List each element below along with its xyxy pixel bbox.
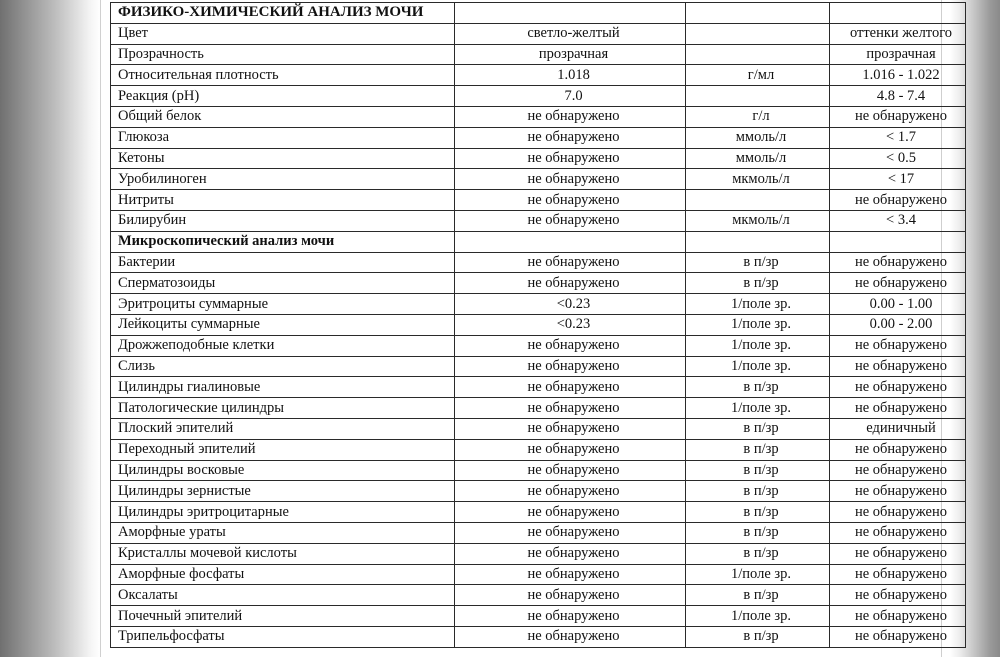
table-row [111, 190, 966, 211]
section-title: Микроскопический анализ мочи [111, 231, 455, 252]
test-name-cell: Реакция (pH) [111, 86, 455, 107]
result-value-cell: не обнаружено [455, 106, 686, 127]
table-row [111, 273, 966, 294]
table-row [111, 106, 966, 127]
test-name-cell: Дрожжеподобные клетки [111, 335, 455, 356]
test-name-cell: Сперматозоиды [111, 273, 455, 294]
reference-range-cell: не обнаружено [830, 460, 966, 481]
reference-range-cell: < 0.5 [830, 148, 966, 169]
reference-range-cell: прозрачная [830, 44, 966, 65]
unit-cell: в п/зр [686, 626, 830, 647]
test-name-cell: Кетоны [111, 148, 455, 169]
test-name-cell: Оксалаты [111, 585, 455, 606]
empty-cell [455, 231, 686, 252]
reference-range-cell: < 17 [830, 169, 966, 190]
result-value-cell: прозрачная [455, 44, 686, 65]
reference-range-cell: 0.00 - 1.00 [830, 294, 966, 315]
table-row [111, 585, 966, 606]
empty-cell [686, 231, 830, 252]
unit-cell [686, 190, 830, 211]
test-name-cell: Бактерии [111, 252, 455, 273]
result-value-cell: не обнаружено [455, 481, 686, 502]
result-value-cell: не обнаружено [455, 502, 686, 523]
test-name-cell: Прозрачность [111, 44, 455, 65]
table-row [111, 564, 966, 585]
table-row [111, 23, 966, 44]
unit-cell: мкмоль/л [686, 210, 830, 231]
reference-range-cell: не обнаружено [830, 252, 966, 273]
test-name-cell: Цилиндры гиалиновые [111, 377, 455, 398]
result-value-cell: не обнаружено [455, 335, 686, 356]
table-row [111, 169, 966, 190]
section-title: ФИЗИКО-ХИМИЧЕСКИЙ АНАЛИЗ МОЧИ [111, 3, 455, 24]
table-row [111, 210, 966, 231]
test-name-cell: Цилиндры эритроцитарные [111, 502, 455, 523]
table-row [111, 418, 966, 439]
reference-range-cell: не обнаружено [830, 564, 966, 585]
test-name-cell: Общий белок [111, 106, 455, 127]
result-value-cell: светло-желтый [455, 23, 686, 44]
test-name-cell: Аморфные ураты [111, 522, 455, 543]
table-row [111, 481, 966, 502]
test-name-cell: Почечный эпителий [111, 606, 455, 627]
reference-range-cell: не обнаружено [830, 439, 966, 460]
reference-range-cell: единичный [830, 418, 966, 439]
reference-range-cell: < 1.7 [830, 127, 966, 148]
table-row [111, 294, 966, 315]
test-name-cell: Глюкоза [111, 127, 455, 148]
result-value-cell: <0.23 [455, 294, 686, 315]
reference-range-cell: не обнаружено [830, 190, 966, 211]
empty-cell [830, 3, 966, 24]
unit-cell: 1/поле зр. [686, 314, 830, 335]
empty-cell [830, 231, 966, 252]
unit-cell: ммоль/л [686, 148, 830, 169]
reference-range-cell: 0.00 - 2.00 [830, 314, 966, 335]
result-value-cell: не обнаружено [455, 169, 686, 190]
reference-range-cell: не обнаружено [830, 481, 966, 502]
test-name-cell: Цилиндры восковые [111, 460, 455, 481]
table-row [111, 502, 966, 523]
unit-cell: мкмоль/л [686, 169, 830, 190]
unit-cell: в п/зр [686, 273, 830, 294]
test-name-cell: Лейкоциты суммарные [111, 314, 455, 335]
result-value-cell: <0.23 [455, 314, 686, 335]
reference-range-cell: < 3.4 [830, 210, 966, 231]
unit-cell: 1/поле зр. [686, 398, 830, 419]
table-row [111, 86, 966, 107]
unit-cell: г/мл [686, 65, 830, 86]
result-value-cell: не обнаружено [455, 148, 686, 169]
reference-range-cell: не обнаружено [830, 377, 966, 398]
test-name-cell: Эритроциты суммарные [111, 294, 455, 315]
unit-cell: в п/зр [686, 502, 830, 523]
unit-cell: в п/зр [686, 377, 830, 398]
test-name-cell: Цилиндры зернистые [111, 481, 455, 502]
empty-cell [686, 3, 830, 24]
result-value-cell: не обнаружено [455, 356, 686, 377]
table-row [111, 44, 966, 65]
table-row [111, 356, 966, 377]
test-name-cell: Билирубин [111, 210, 455, 231]
test-name-cell: Слизь [111, 356, 455, 377]
result-value-cell: не обнаружено [455, 626, 686, 647]
test-name-cell: Переходный эпителий [111, 439, 455, 460]
empty-cell [455, 3, 686, 24]
result-value-cell: не обнаружено [455, 564, 686, 585]
table-row [111, 398, 966, 419]
test-name-cell: Уробилиноген [111, 169, 455, 190]
table-row [111, 522, 966, 543]
result-value-cell: не обнаружено [455, 418, 686, 439]
table-row [111, 252, 966, 273]
table-row [111, 543, 966, 564]
result-value-cell: не обнаружено [455, 398, 686, 419]
reference-range-cell: 1.016 - 1.022 [830, 65, 966, 86]
test-name-cell: Кристаллы мочевой кислоты [111, 543, 455, 564]
table-row [111, 148, 966, 169]
reference-range-cell: не обнаружено [830, 502, 966, 523]
reference-range-cell: не обнаружено [830, 626, 966, 647]
reference-range-cell: не обнаружено [830, 356, 966, 377]
table-row [111, 335, 966, 356]
unit-cell: 1/поле зр. [686, 335, 830, 356]
reference-range-cell: оттенки желтого [830, 23, 966, 44]
unit-cell: в п/зр [686, 585, 830, 606]
reference-range-cell: не обнаружено [830, 585, 966, 606]
unit-cell: 1/поле зр. [686, 356, 830, 377]
unit-cell [686, 86, 830, 107]
table-row [111, 314, 966, 335]
unit-cell: 1/поле зр. [686, 294, 830, 315]
test-name-cell: Цвет [111, 23, 455, 44]
unit-cell: ммоль/л [686, 127, 830, 148]
table-row [111, 606, 966, 627]
unit-cell [686, 44, 830, 65]
unit-cell [686, 23, 830, 44]
result-value-cell: не обнаружено [455, 439, 686, 460]
result-value-cell: не обнаружено [455, 460, 686, 481]
test-name-cell: Трипельфосфаты [111, 626, 455, 647]
reference-range-cell: не обнаружено [830, 606, 966, 627]
unit-cell: в п/зр [686, 439, 830, 460]
unit-cell: в п/зр [686, 543, 830, 564]
result-value-cell: не обнаружено [455, 377, 686, 398]
unit-cell: 1/поле зр. [686, 606, 830, 627]
reference-range-cell: не обнаружено [830, 335, 966, 356]
test-name-cell: Нитриты [111, 190, 455, 211]
reference-range-cell: не обнаружено [830, 106, 966, 127]
test-name-cell: Плоский эпителий [111, 418, 455, 439]
test-name-cell: Аморфные фосфаты [111, 564, 455, 585]
reference-range-cell: не обнаружено [830, 398, 966, 419]
results-body [111, 3, 966, 648]
section-header-physicochemical [111, 3, 966, 24]
table-row [111, 127, 966, 148]
unit-cell: в п/зр [686, 460, 830, 481]
unit-cell: в п/зр [686, 522, 830, 543]
urinalysis-table [110, 2, 966, 648]
table-row [111, 65, 966, 86]
result-value-cell: 7.0 [455, 86, 686, 107]
result-value-cell: не обнаружено [455, 273, 686, 294]
result-value-cell: не обнаружено [455, 585, 686, 606]
table-row [111, 439, 966, 460]
result-value-cell: не обнаружено [455, 210, 686, 231]
result-value-cell: не обнаружено [455, 606, 686, 627]
result-value-cell: не обнаружено [455, 543, 686, 564]
result-value-cell: не обнаружено [455, 127, 686, 148]
result-value-cell: не обнаружено [455, 252, 686, 273]
unit-cell: 1/поле зр. [686, 564, 830, 585]
table-row [111, 460, 966, 481]
reference-range-cell: 4.8 - 7.4 [830, 86, 966, 107]
table-row [111, 377, 966, 398]
test-name-cell: Относительная плотность [111, 65, 455, 86]
result-value-cell: не обнаружено [455, 522, 686, 543]
test-name-cell: Патологические цилиндры [111, 398, 455, 419]
unit-cell: в п/зр [686, 481, 830, 502]
unit-cell: в п/зр [686, 252, 830, 273]
reference-range-cell: не обнаружено [830, 543, 966, 564]
section-header-microscopic [111, 231, 966, 252]
reference-range-cell: не обнаружено [830, 522, 966, 543]
unit-cell: г/л [686, 106, 830, 127]
table-row [111, 626, 966, 647]
result-value-cell: 1.018 [455, 65, 686, 86]
result-value-cell: не обнаружено [455, 190, 686, 211]
unit-cell: в п/зр [686, 418, 830, 439]
reference-range-cell: не обнаружено [830, 273, 966, 294]
